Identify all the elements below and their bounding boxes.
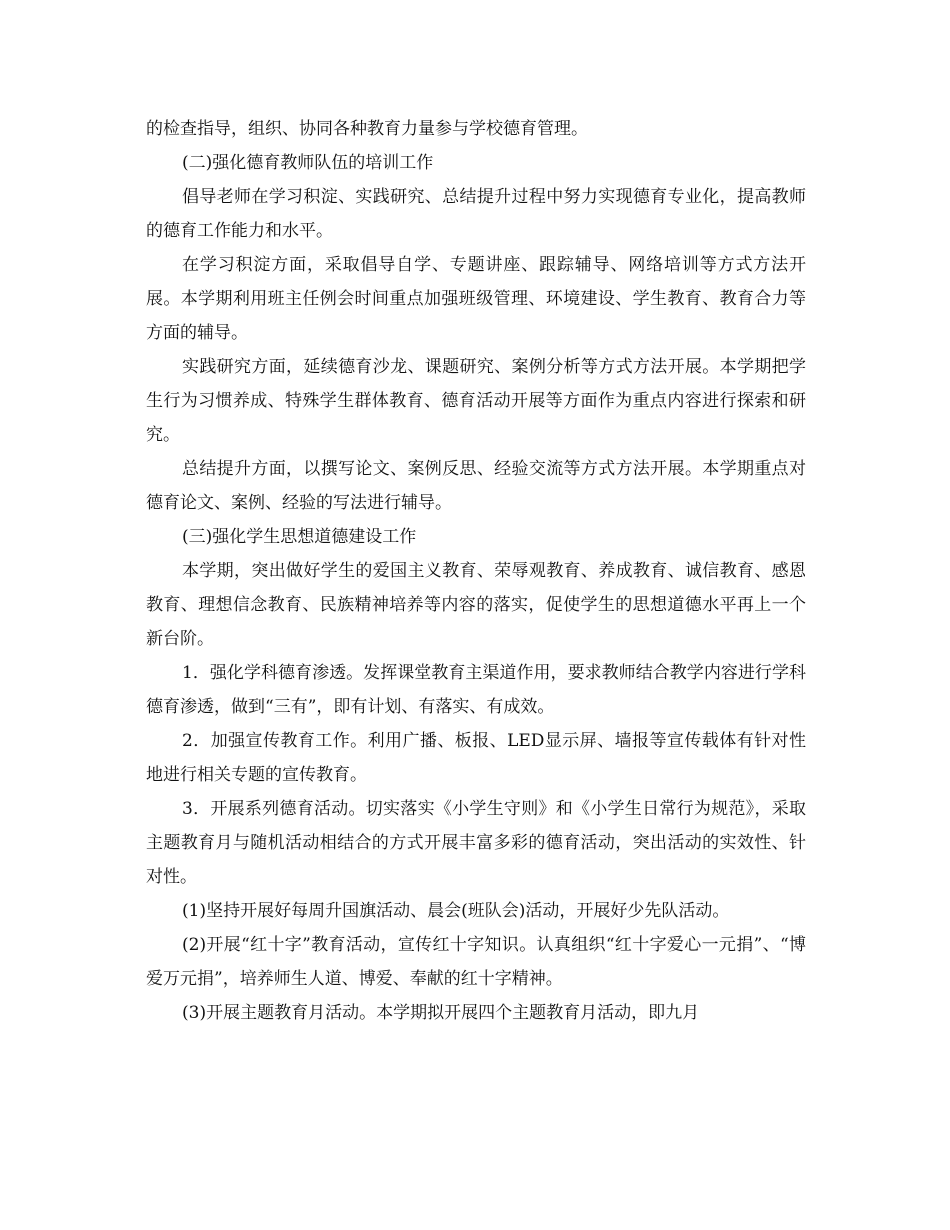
document-body [146,112,806,1030]
list-item-2: 2．加强宣传教育工作。利用广播、板报、LED显示屏、墙报等宣传载体有针对性地进行相关专题的宣传教育。 [146,731,806,785]
sub-item-3: (3)开展主题教育月活动。本学期拟开展四个主题教育月活动，即九月 [182,1003,700,1023]
list-item-3: 3．开展系列德育活动。切实落实《小学生守则》和《小学生日常行为规范》，采取主题教育月与随机活动相结合的方式开展丰富多彩的德育活动，突出活动的实效性、针对性。 [146,799,806,887]
paragraph-6: 总结提升方面，以撰写论文、案例反思、经验交流等方式方法开展。本学期重点对德育论文、案例、经验的写法进行辅导。 [146,459,806,513]
section-heading-3: (三)强化学生思想道德建设工作 [182,527,417,547]
list-item-1: 1．强化学科德育渗透。发挥课堂教育主渠道作用，要求教师结合教学内容进行学科德育渗透，做到“三有”，即有计划、有落实、有成效。 [146,663,806,717]
paragraph-1: 的检查指导，组织、协同各种教育力量参与学校德育管理。 [146,119,588,139]
sub-item-2: (2)开展“红十字”教育活动，宣传红十字知识。认真组织“红十字爱心一元捐”、“博爱万元捐”，培养师生人道、博爱、奉献的红十字精神。 [146,935,806,989]
paragraph-8: 本学期，突出做好学生的爱国主义教育、荣辱观教育、养成教育、诚信教育、感恩教育、理想信念教育、民族精神培养等内容的落实，促使学生的思想道德水平再上一个新台阶。 [146,561,806,649]
sub-item-1: (1)坚持开展好每周升国旗活动、晨会(班队会)活动，开展好少先队活动。 [182,901,730,921]
paragraph-4: 在学习积淀方面，采取倡导自学、专题讲座、跟踪辅导、网络培训等方式方法开展。本学期利用班主任例会时间重点加强班级管理、环境建设、学生教育、教育合力等方面的辅导。 [146,255,806,343]
section-heading-2: (二)强化德育教师队伍的培训工作 [182,153,434,173]
paragraph-3: 倡导老师在学习积淀、实践研究、总结提升过程中努力实现德育专业化，提高教师的德育工作能力和水平。 [146,187,806,241]
paragraph-5: 实践研究方面，延续德育沙龙、课题研究、案例分析等方式方法开展。本学期把学生行为习惯养成、特殊学生群体教育、德育活动开展等方面作为重点内容进行探索和研究。 [146,357,806,445]
